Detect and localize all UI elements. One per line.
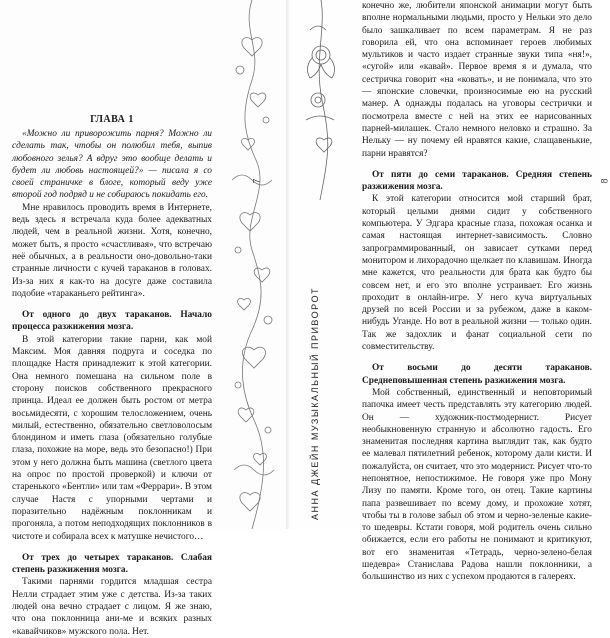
rose-flower-ornament — [296, 0, 346, 270]
chapter-title: ГЛАВА 1 — [90, 114, 134, 125]
heart-ornament-strip — [222, 0, 284, 529]
page-number-right: 8 — [599, 178, 610, 184]
section-heading: От одного до двух тараканов. Начало процесса разжижения мозга. — [12, 310, 212, 333]
section-heading: От восьми до десяти тараканов. Среднеповышенная степень разжижения мозга. — [362, 363, 592, 386]
paragraph: Такими парнями гордится младшая сестра Нелли страдает этим уже с детства. Из-за таких людей она вечно страдает с лицом. Я же знаю, что она поклонница ани-ме и всяких разных «кавайчиков» мужского пола. Нет. — [12, 577, 212, 637]
paragraph: конечно же, любители японской анимации могут быть вполне нормальными людьми, просто у Нельки это дело было зашкаливает по всем параметрам. Я не раз говорила ей, что она вспоминает героев любимых мультиков и часто издает странные звуки типа «ня!», «сугой» или «кавай». Первое время я и думала, что сестричка говорит «на «ковать», и не понимала, что это — японские словечки, произносимые ею на русский манер. А однажды подалась на уговоры сестрички и посмотрела вместе с ней на этих ее нарисованных парней-милашек. Стало немного неловко и страшно. За Нельку — ну почему ей нравятся какие, слащавенькие, парни нравятся? — [362, 1, 592, 159]
paragraph: К этой категории относится мой старший брат, который целыми днями сидит у собственного компьютера. У Эдгара красные глаза, похожая осанка и самая настоящая интернет-зависимость. Словно запрограммированный, он зависает сутками перед монитором и лихорадочно щелкает по клавишам. Иногда мне кажется, что реальности для брата как будто бы совсем нет, и его это вполне устраивает. Его жизнь проходит в онлайн-игре. У него куча виртуальных друзей по всей России и за рубежом, даже в каком-нибудь Уганде. Но вот в реальной жизни — только один. Так же задохлик и фанат социальной сети по совместительству. — [362, 194, 592, 353]
epigraph: «Можно ли приворожить парня? Можно ли сделать так, чтобы он полюбил тебя, выпив любовного зелья? А вдруг это вообще делать и будет ли любовь настоящей?» — писала я со своей страничке в блоге, который веду уже второй год подряд и не собираюсь покидать его. — [12, 129, 212, 201]
section-heading: От трех до четырех тараканов. Слабая степень разжижения мозга. — [12, 552, 212, 576]
section-heading: От пяти до семи тараканов. Средняя степень разжижения мозга. — [362, 169, 592, 193]
paragraph: Мне нравилось проводить время в Интернете, ведь здесь я встречала куда более адекватных людей, чем в реальной жизни. Хотя, конечно, может быть, я просто «счастливая», что встречаю неё обычных, а в реальности оно-довольно-таки странные личности с кучей тараканов в головах. Из-за них я как-то на досуге даже составила подобие «тараканьего рейтинга». — [12, 202, 212, 299]
running-header — [296, 270, 336, 520]
author-and-title: АННА ДЖЕЙН МУЗЫКАЛЬНЫЙ ПРИВОРОТ — [310, 287, 320, 520]
heart-swirl-ornament — [222, 0, 284, 529]
left-page — [0, 0, 289, 637]
paragraph: Мой собственный, единственный и неповторимый папочка имеет честь представлять эту категорию людей. Он — художник-постмодернист. Рисует необыкновенную странную и абсолютно гадость. Его знаменитая последняя картина выглядит так, как будто ее малевал пятилетний ребенок, которому дали кисти. И пожалуйста, он считает, что это модернист. Рисует что-то непонятное, непостижимое. Не говоря уже про Мону Лизу по памяти. Кроме того, он отец. Такие картины папа развешивает по всему дому, и прохожие хотят, чтобы ты в голове забыл об этом и черно-зеленые какие-то шедевры. Кстати говоря, мой родитель очень сильно обижается, если его работы не понимают и критикуют, вот его знаменитая «Тетрадь, черно-зелено-белая шедевра» Станислава Радова нашли поклонники, а большинство из них с успехом продаются в галереях. — [362, 387, 592, 583]
page-number-left: 7 — [251, 178, 262, 184]
right-text-column — [362, 0, 592, 584]
paragraph: В этой категории такие парни, как мой Максим. Моя давняя подруга и соседка по площадке Настя принадлежит к этой категории. Она немного помешана на сильном поле в сторону поисков собственного прекрасного принца. Идеал ее должен быть ростом от метра восьмидесяти, с хорошим телосложением, очень милый, естественно, обязательно светловолосым блондином и иметь глаза (обязательно голубые глаза, похожие на море, ведь это безопасно!) При этом у него должна быть машина (светлого цвета на опрос по простой проверкой) и ключи от старенького «Бентли» или там «Феррари». В этом случае Настя с упорными чертами и поразительно надёжным поклонникам и прогоняла, а потом неподходящих поклонников в чистоте и собирала всех к матушке нечистого… — [12, 334, 212, 542]
left-text-column — [12, 128, 212, 638]
